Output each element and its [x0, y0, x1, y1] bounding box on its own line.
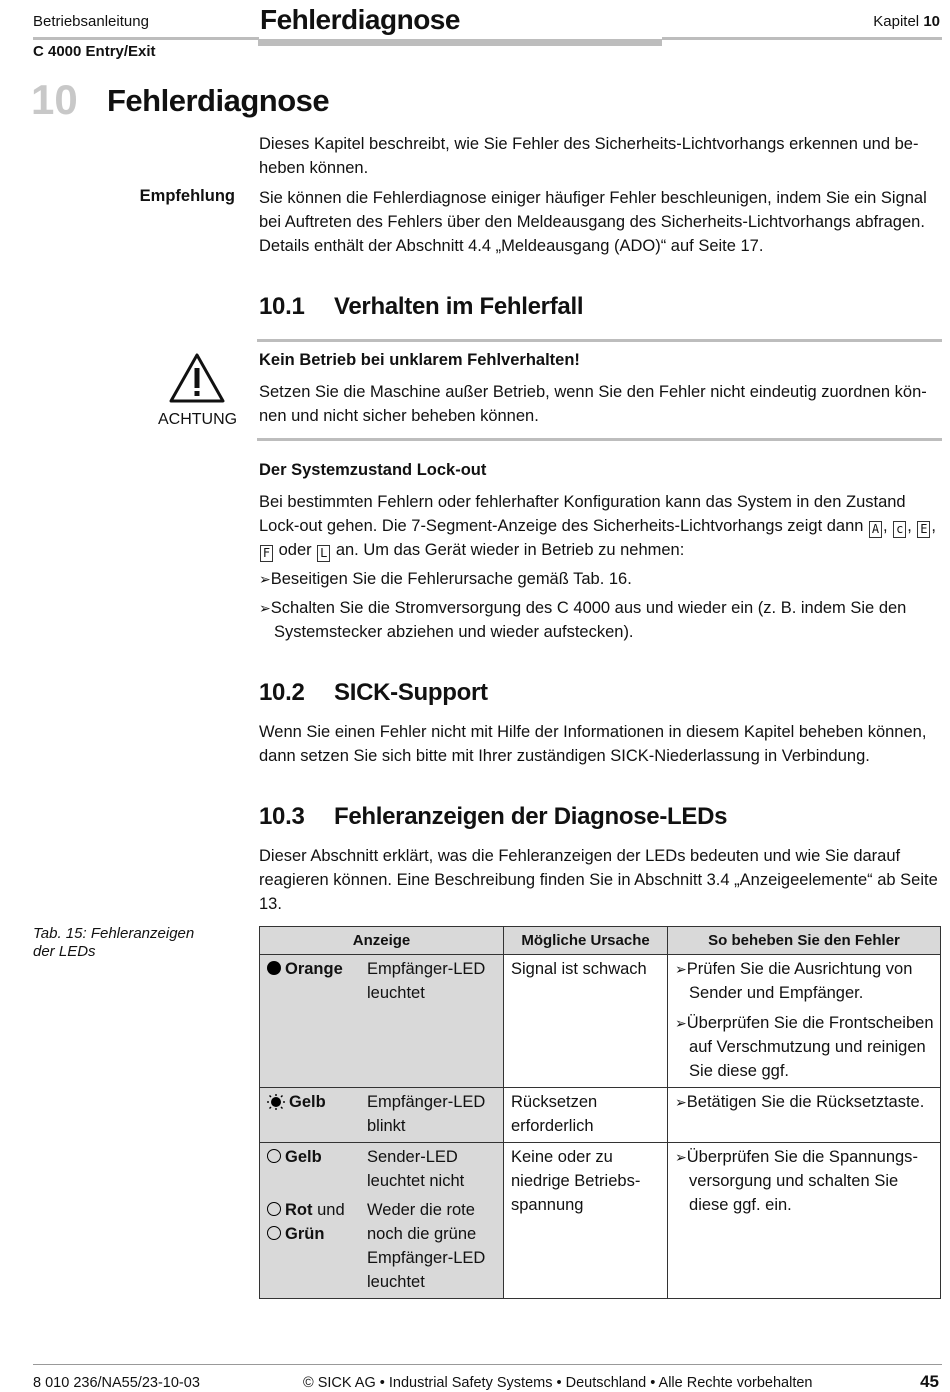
fix-text: Überprüfen Sie die Spannungsversorgung und schalten Sie diese ggf. ein.	[686, 1148, 918, 1214]
header-rule-title	[258, 39, 662, 46]
col-header-indicator: Anzeige	[260, 927, 504, 955]
heading-number: 10.2	[259, 679, 305, 706]
header-rule-right	[662, 37, 942, 40]
arrow-bullet-icon: ➢	[675, 961, 687, 977]
led-color: Grün	[285, 1225, 325, 1243]
step-text: Beseitigen Sie die Fehlerursache gemäß Tab. 16.	[270, 570, 632, 588]
led-off-icon	[267, 1149, 281, 1163]
chapter-number: 10	[923, 13, 940, 30]
cause-cell: Keine oder zu niedrige Betriebsspannung	[504, 1143, 668, 1299]
doc-number: 8 010 236/NA55/23-10-03	[33, 1375, 200, 1391]
indicator-cell	[260, 1143, 504, 1299]
product-name: C 4000 Entry/Exit	[33, 43, 156, 60]
lockout-text-1: Bei bestimmten Fehlern oder fehlerhafter Konfiguration kann das System in den Zustand Lock-out gehen. Die 7-Segment-Anzeige des Sicherheits-Lichtvorhangs zeigt dann	[259, 493, 906, 535]
lockout-text	[259, 490, 941, 562]
fix-cell	[668, 955, 941, 1088]
lockout-text-2: an. Um das Gerät wieder in Betrieb zu nehmen:	[335, 541, 685, 559]
recommendation-text: Sie können die Fehlerdiagnose einiger häufiger Fehler beschleunigen, indem Sie ein Signal bei Auftreten des Fehlers über den Meldeausgang des Sicherheits-Lichtvorhangs abfragen. Details enthält der Abschnitt 4.4 „Meldeausgang (ADO)“ auf Seite 17.	[259, 189, 927, 255]
arrow-bullet-icon: ➢	[675, 1149, 687, 1165]
warning-rule-top	[257, 339, 942, 342]
heading-text: SICK-Support	[334, 679, 488, 706]
warning-label: ACHTUNG	[158, 411, 238, 428]
led-color: Gelb	[285, 1148, 322, 1166]
cause-cell: Rücksetzen erforderlich	[504, 1088, 668, 1143]
arrow-bullet-icon: ➢	[259, 600, 271, 616]
led-color: Rot	[285, 1201, 313, 1219]
heading-10-1	[259, 293, 583, 321]
fix-item	[675, 1090, 934, 1114]
fix-text: Überprüfen Sie die Frontscheiben auf Verschmutzung und reinigen Sie diese ggf.	[686, 1014, 934, 1080]
heading-text: Verhalten im Fehlerfall	[334, 293, 584, 320]
separator-comma: ,	[883, 517, 888, 535]
chapter-indicator	[873, 13, 940, 30]
warning-triangle-icon	[168, 352, 226, 409]
led-description: Empfänger-LED blinkt	[367, 1093, 486, 1135]
led-on-icon	[267, 961, 281, 975]
segment-display-e: E	[917, 521, 930, 538]
chapter-title: Fehlerdiagnose	[107, 83, 330, 118]
fix-cell	[668, 1088, 941, 1143]
arrow-bullet-icon: ➢	[675, 1094, 687, 1110]
table-caption: Tab. 15: Fehleranzeigen der LEDs	[33, 925, 195, 960]
table-header-row	[260, 927, 941, 955]
cause-cell: Signal ist schwach	[504, 955, 668, 1088]
col-header-fix: So beheben Sie den Fehler	[668, 927, 941, 955]
support-text: Wenn Sie einen Fehler nicht mit Hilfe der Informationen in diesem Kapitel beheben können, dann setzen Sie sich bitte mit Ihrer zuständigen SICK-Niederlassung in Verbindung.	[259, 723, 927, 765]
fix-text: Prüfen Sie die Ausrichtung von Sender und Empfänger.	[686, 960, 913, 1002]
lockout-heading: Der Systemzustand Lock-out	[259, 461, 487, 479]
segment-display-c: c	[893, 521, 906, 538]
table-row	[260, 1088, 941, 1143]
arrow-bullet-icon: ➢	[675, 1015, 687, 1031]
warning-rule-bottom	[257, 438, 942, 441]
heading-10-2	[259, 679, 488, 707]
doc-type: Betriebsanleitung	[33, 13, 149, 30]
led-blinking-icon	[267, 1093, 285, 1117]
led-color: Gelb	[289, 1093, 326, 1111]
chapter-number-large: 10	[31, 76, 78, 123]
step-text: Schalten Sie die Stromversorgung des C 4000 aus und wieder ein (z. B. indem Sie den Systemstecker abziehen und wieder aufstecken).	[270, 599, 907, 641]
table-row	[260, 955, 941, 1088]
table-row	[260, 1143, 941, 1299]
warning-heading: Kein Betrieb bei unklarem Fehlverhalten!	[259, 351, 580, 369]
led-section-text: Dieser Abschnitt erklärt, was die Fehleranzeigen der LEDs bedeuten und wie Sie darauf reagieren können. Eine Beschreibung finden Sie in Abschnitt 3.4 „Anzeigeelemente“ ab Seite 13.	[259, 847, 938, 913]
chapter-intro: Dieses Kapitel beschreibt, wie Sie Fehler des Sicherheits-Lichtvorhangs erkennen und beheben können.	[259, 135, 919, 177]
warning-text: Setzen Sie die Maschine außer Betrieb, wenn Sie den Fehler nicht eindeutig zuordnen können und nicht sicher beheben können.	[259, 383, 927, 425]
segment-display-l: L	[317, 545, 330, 562]
recommendation-label: Empfehlung	[139, 187, 235, 205]
heading-text: Fehleranzeigen der Diagnose-LEDs	[334, 803, 728, 830]
separator-comma: ,	[931, 517, 937, 535]
word-or: oder	[278, 541, 312, 559]
led-and: und	[317, 1201, 345, 1219]
indicator-cell	[260, 1088, 504, 1143]
arrow-bullet-icon: ➢	[259, 571, 271, 587]
fix-item	[675, 1145, 934, 1217]
copyright: © SICK AG • Industrial Safety Systems • Deutschland • Alle Rechte vorbehalten	[303, 1375, 813, 1391]
led-description: Sender-LED leuchtet nicht	[367, 1148, 465, 1190]
separator-comma: ,	[907, 517, 912, 535]
fix-text: Betätigen Sie die Rücksetztaste.	[686, 1093, 925, 1111]
led-off-icon	[267, 1202, 281, 1216]
led-color: Orange	[285, 960, 343, 978]
led-description: Empfänger-LED leuchtet	[367, 960, 486, 1002]
running-title: Fehlerdiagnose	[260, 4, 460, 35]
led-error-table	[259, 926, 941, 1299]
heading-number: 10.3	[259, 803, 305, 830]
footer-rule	[33, 1364, 942, 1365]
indicator-cell	[260, 955, 504, 1088]
heading-10-3	[259, 803, 727, 831]
segment-display-f: F	[260, 545, 273, 562]
col-header-cause: Mögliche Ursache	[504, 927, 668, 955]
led-description: Weder die rote noch die grüne Empfänger-LED leuchtet	[367, 1201, 486, 1291]
step-item	[259, 596, 941, 644]
fix-cell	[668, 1143, 941, 1299]
page-number: 45	[920, 1372, 939, 1391]
chapter-label: Kapitel	[873, 13, 920, 30]
fix-item	[675, 957, 934, 1005]
heading-number: 10.1	[259, 293, 305, 320]
led-off-icon	[267, 1226, 281, 1240]
step-item	[259, 567, 941, 591]
segment-display-a: A	[869, 521, 882, 538]
header-rule-left	[33, 37, 259, 40]
fix-item	[675, 1011, 934, 1083]
